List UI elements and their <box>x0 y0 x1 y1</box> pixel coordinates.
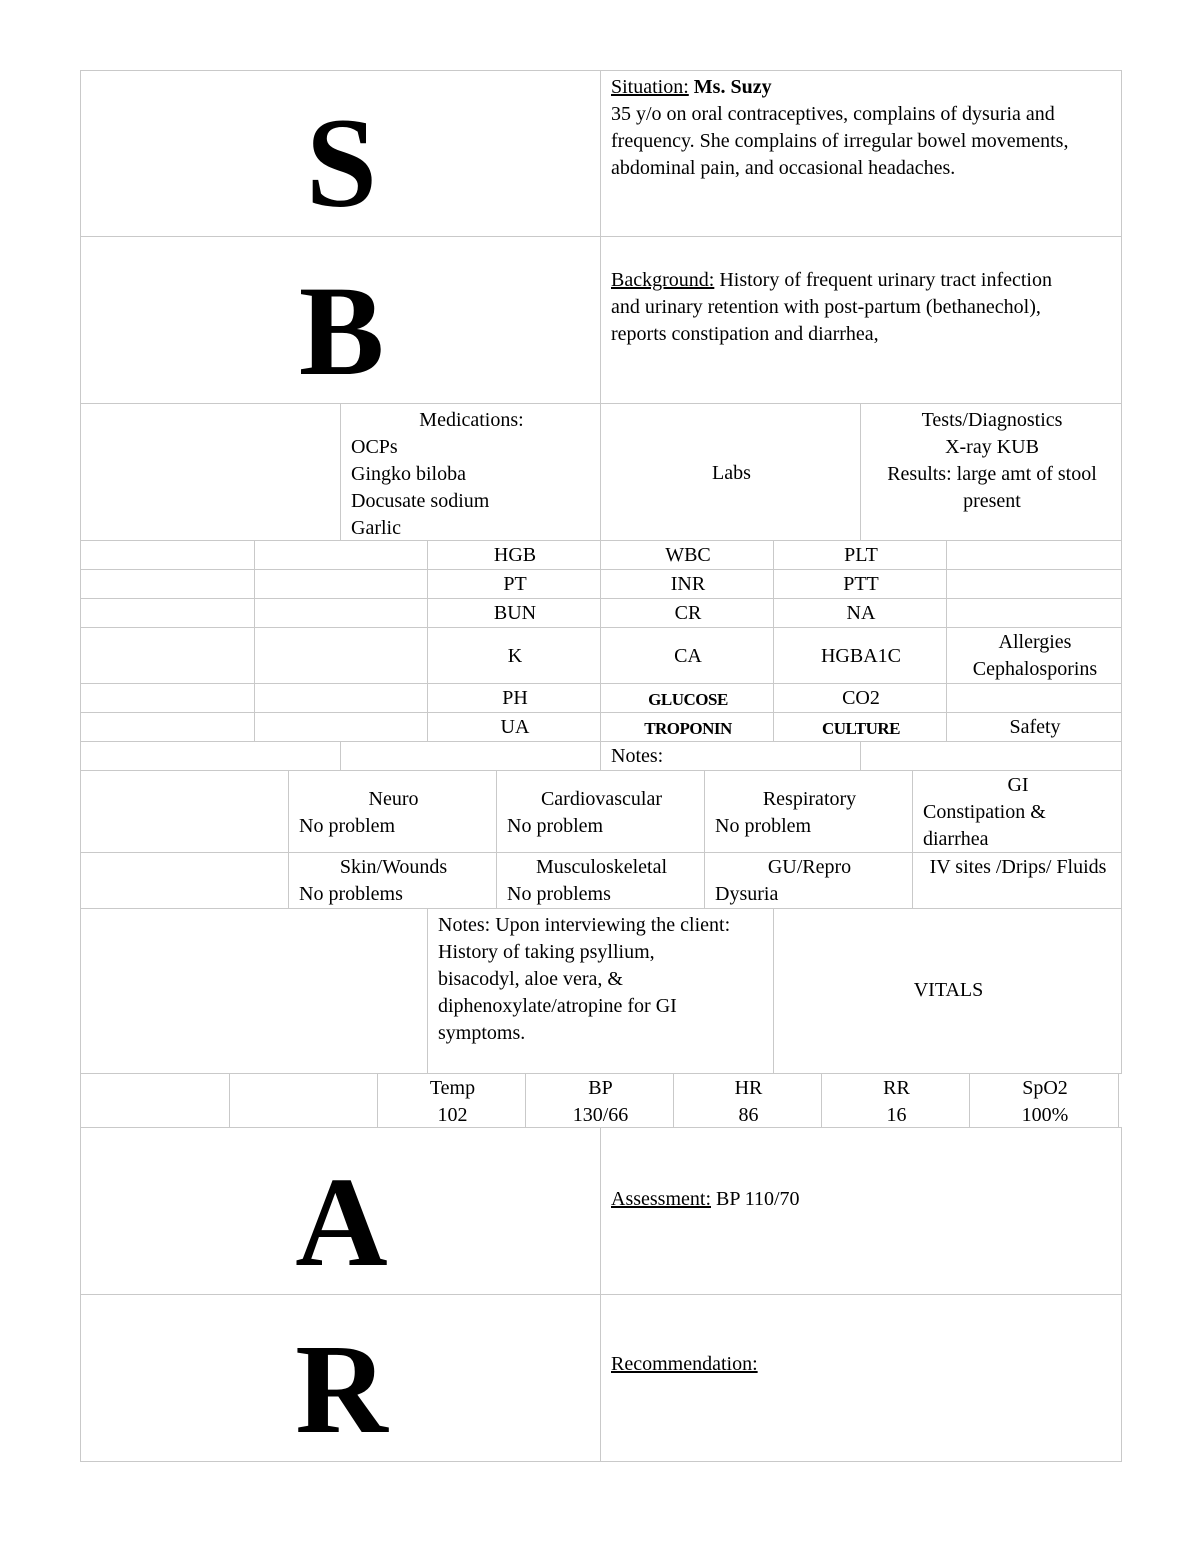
lab-label: BUN <box>493 602 537 624</box>
notes-blank-cell <box>80 908 428 1074</box>
lab-ptt <box>773 569 947 599</box>
neuro-title: Neuro <box>368 788 419 810</box>
test-name: X-ray KUB <box>945 436 1039 458</box>
lab-label: INR <box>670 573 706 595</box>
background-cell <box>600 236 1122 404</box>
notes-blank-cell <box>860 741 1122 771</box>
vitals-blank-cell <box>229 1073 378 1128</box>
lab-label: HGBA1C <box>820 645 901 667</box>
neuro-cell <box>288 770 497 853</box>
allergies-title: Allergies <box>998 631 1072 653</box>
gu-cell <box>704 852 913 909</box>
lab-blank-cell <box>946 569 1122 599</box>
gi-value: Constipation & diarrhea <box>923 801 1046 850</box>
lab-label: CO2 <box>842 687 880 709</box>
lab-co2 <box>773 683 947 713</box>
notes-blank-cell <box>340 741 601 771</box>
lab-wbc <box>600 540 774 570</box>
lab-blank-cell <box>80 569 255 599</box>
vital-value: 16 <box>886 1104 907 1126</box>
lab-pt <box>427 569 601 599</box>
lab-label: TROPONIN <box>644 719 732 738</box>
neuro-value: No problem <box>299 815 396 837</box>
lab-hgb <box>427 540 601 570</box>
vitals-blank-cell <box>80 1073 230 1128</box>
gi-cell <box>912 770 1122 853</box>
lab-label: NA <box>846 602 876 624</box>
musculo-cell <box>496 852 705 909</box>
medication-item: Docusate sodium <box>351 490 490 512</box>
assessment-cell <box>600 1127 1122 1295</box>
situation-letter-cell <box>80 70 601 237</box>
skin-title: Skin/Wounds <box>339 856 448 878</box>
lab-blank-cell <box>946 683 1122 713</box>
lab-label: CR <box>674 602 702 624</box>
systems-blank-cell <box>80 770 289 853</box>
notes-label: Notes: <box>611 745 664 767</box>
patient-name: Ms. Suzy <box>693 76 772 98</box>
labs-title: Labs <box>712 462 751 484</box>
gu-value: Dysuria <box>715 883 779 905</box>
iv-cell <box>912 852 1122 909</box>
lab-label: CULTURE <box>821 719 901 738</box>
lab-troponin <box>600 712 774 742</box>
allergies-cell <box>946 627 1122 684</box>
medication-item: Garlic <box>351 517 401 539</box>
lab-label: K <box>507 645 523 667</box>
vital-value: 130/66 <box>572 1104 629 1126</box>
notes-blank-cell <box>80 741 341 771</box>
assessment-text: BP 110/70 <box>716 1188 800 1210</box>
lab-blank-cell <box>254 627 428 684</box>
lab-label: WBC <box>665 544 711 566</box>
safety-label: Safety <box>1009 716 1061 738</box>
lab-label: GLUCOSE <box>648 690 728 709</box>
situation-label: Situation: <box>611 76 689 98</box>
vital-label: RR <box>883 1077 910 1099</box>
medication-item: OCPs <box>351 436 398 458</box>
lab-ca <box>600 627 774 684</box>
resp-value: No problem <box>715 815 812 837</box>
recommendation-label: Recommendation: <box>611 1353 758 1375</box>
musculo-title: Musculoskeletal <box>535 856 668 878</box>
resp-cell <box>704 770 913 853</box>
lab-ph <box>427 683 601 713</box>
interview-notes: Notes: Upon interviewing the client: History of taking psyllium, bisacodyl, aloe vera, & diphenoxylate/atropine for GI symptoms. <box>438 914 731 1044</box>
lab-blank-cell <box>946 540 1122 570</box>
lab-blank-cell <box>946 598 1122 628</box>
vital-label: SpO2 <box>1022 1077 1068 1099</box>
vital-bp <box>525 1073 674 1128</box>
skin-value: No problems <box>299 883 403 905</box>
lab-blank-cell <box>80 683 255 713</box>
iv-title: IV sites /Drips/ Fluids <box>929 856 1107 878</box>
medications-title: Medications: <box>419 409 524 431</box>
lab-blank-cell <box>254 598 428 628</box>
cardio-value: No problem <box>507 815 604 837</box>
resp-title: Respiratory <box>762 788 857 810</box>
allergies-value: Cephalosporins <box>972 658 1098 680</box>
lab-blank-cell <box>254 569 428 599</box>
cardio-cell <box>496 770 705 853</box>
notes-cell <box>600 741 861 771</box>
blank-cell <box>80 403 341 541</box>
vital-value: 102 <box>437 1104 468 1126</box>
lab-blank-cell <box>80 598 255 628</box>
background-label: Background: <box>611 269 715 291</box>
test-results: Results: large amt of stool present <box>887 463 1097 512</box>
lab-blank-cell <box>80 712 255 742</box>
lab-label: UA <box>500 716 530 738</box>
lab-blank-cell <box>254 683 428 713</box>
situation-text: 35 y/o on oral contraceptives, complains of dysuria and frequency. She complains of irregular bowel movements, abdominal pain, and occasional headaches. <box>611 103 1069 179</box>
interview-notes-cell <box>427 908 774 1074</box>
safety-cell <box>946 712 1122 742</box>
gu-title: GU/Repro <box>767 856 852 878</box>
skin-cell <box>288 852 497 909</box>
medication-item: Gingko biloba <box>351 463 466 485</box>
letter-b: B <box>298 260 385 402</box>
lab-glucose <box>600 683 774 713</box>
musculo-value: No problems <box>507 883 611 905</box>
letter-r: R <box>295 1318 388 1460</box>
letter-a: A <box>295 1151 388 1293</box>
lab-k <box>427 627 601 684</box>
vital-value: 100% <box>1021 1104 1069 1126</box>
situation-cell <box>600 70 1122 237</box>
gi-title: GI <box>1007 774 1029 796</box>
vital-label: Temp <box>429 1077 476 1099</box>
vitals-title-cell <box>773 908 1122 1074</box>
labs-title-cell <box>600 403 861 541</box>
vital-label: HR <box>734 1077 763 1099</box>
recommendation-letter-cell <box>80 1294 601 1462</box>
lab-blank-cell <box>80 627 255 684</box>
lab-plt <box>773 540 947 570</box>
lab-cr <box>600 598 774 628</box>
vital-value: 86 <box>738 1104 759 1126</box>
lab-blank-cell <box>80 540 255 570</box>
lab-culture <box>773 712 947 742</box>
medications-cell <box>340 403 601 541</box>
lab-label: CA <box>674 645 702 667</box>
vital-label: BP <box>588 1077 613 1099</box>
lab-label: PT <box>503 573 527 595</box>
vital-spo2 <box>969 1073 1119 1128</box>
vital-rr <box>821 1073 970 1128</box>
lab-label: PLT <box>844 544 878 566</box>
systems-blank-cell <box>80 852 289 909</box>
sbar-form <box>80 70 1122 1462</box>
assessment-letter-cell <box>80 1127 601 1295</box>
lab-label: HGB <box>493 544 537 566</box>
lab-blank-cell <box>254 712 428 742</box>
lab-ua <box>427 712 601 742</box>
vital-temp <box>377 1073 526 1128</box>
recommendation-cell <box>600 1294 1122 1462</box>
background-text: History of frequent urinary tract infection and urinary retention with post-partum (bethanechol), reports constipation and diarrhea, <box>611 269 1052 345</box>
vital-hr <box>673 1073 822 1128</box>
tests-title: Tests/Diagnostics <box>921 409 1063 431</box>
lab-inr <box>600 569 774 599</box>
lab-label: PTT <box>843 573 879 595</box>
tests-cell <box>860 403 1122 541</box>
assessment-label: Assessment: <box>611 1188 711 1210</box>
vitals-title: VITALS <box>913 979 984 1001</box>
cardio-title: Cardiovascular <box>540 788 663 810</box>
lab-na <box>773 598 947 628</box>
lab-bun <box>427 598 601 628</box>
background-letter-cell <box>80 236 601 404</box>
lab-blank-cell <box>254 540 428 570</box>
lab-hgba1c <box>773 627 947 684</box>
lab-label: PH <box>502 687 528 709</box>
letter-s: S <box>305 92 378 234</box>
